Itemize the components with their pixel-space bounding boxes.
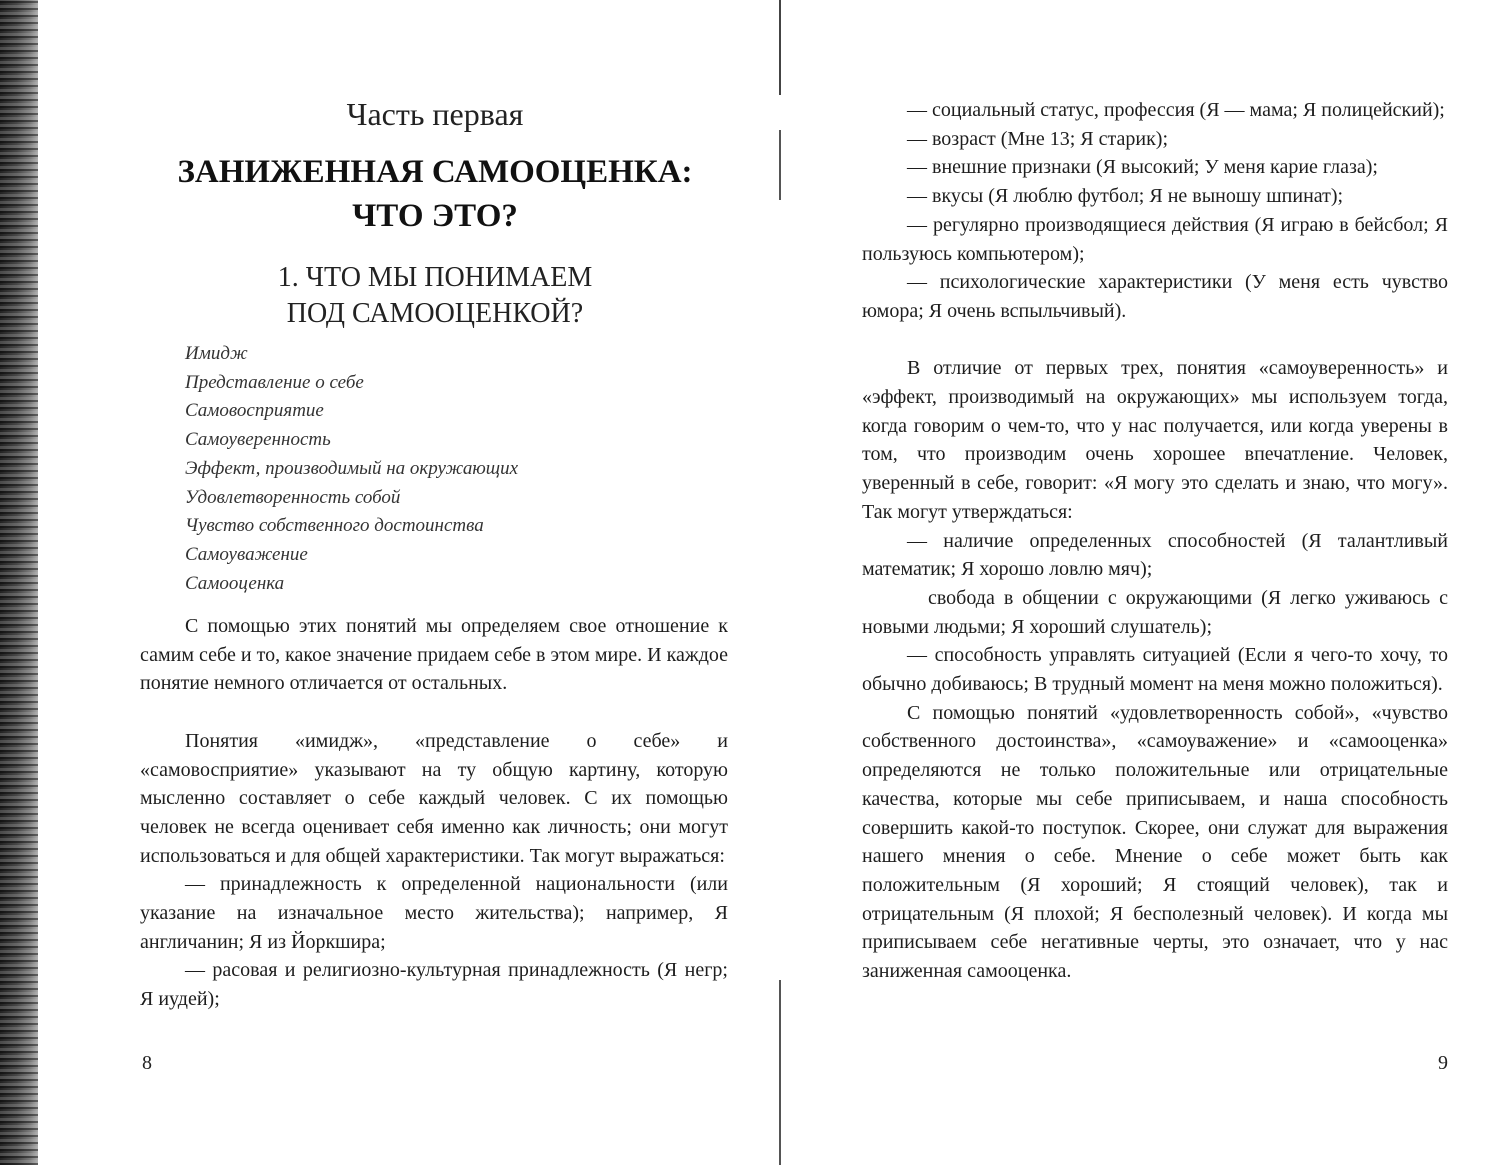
term-item: Самоуважение xyxy=(185,543,308,565)
chapter-title xyxy=(140,150,730,238)
paragraph: — регулярно производящиеся действия (Я играю в бейсбол; Я пользуюсь компьютером); xyxy=(862,213,1448,265)
term-item: Имидж xyxy=(185,343,248,364)
section-title xyxy=(140,260,730,332)
term-item: Эффект, производимый на окружающих xyxy=(185,457,519,479)
left-page-body xyxy=(140,612,728,1014)
right-page xyxy=(862,0,1448,1165)
part-label: Часть первая xyxy=(346,96,524,132)
term-item: Самовосприятие xyxy=(185,400,324,422)
paragraph: — возраст (Мне 13; Я старик); xyxy=(907,127,1168,150)
term-item: Удовлетворенность собой xyxy=(185,486,401,508)
paragraph: — способность управлять ситуацией (Если я чего-то хочу, то обычно добиваюсь; В трудный момент на меня можно положиться). xyxy=(862,644,1448,696)
paragraph: С помощью этих понятий мы определяем свое отношение к самим себе и то, какое значение придаем себе в этом мире. И каждое понятие немного отличается от остальных. xyxy=(140,615,728,695)
book-gutter xyxy=(779,0,781,1165)
terms-list xyxy=(185,340,725,598)
paragraph: свобода в общении с окружающими (Я легко уживаюсь с новыми людьми; Я хороший слушатель); xyxy=(862,586,1448,638)
paragraph: С помощью понятий «удовлетворенность собой», «чувство собственного достоинства», «самоуважение» и «самооценка» определяются не только положительные или отрицательные качества, которые мы себе приписываем, и наша способность совершить какой-то поступок. Скорее, они служат для выражения нашего мнения о себе. Мнение о себе может быть как положительным (Я хороший; Я стоящий человек), так и отрицательным (Я плохой; Я бесполезный человек). И когда мы приписываем себе негативные черты, это означает, что у нас заниженная самооценка. xyxy=(862,701,1448,983)
term-item: Самоуверенность xyxy=(185,429,331,451)
paragraph: В отличие от первых трех, понятия «самоуверенность» и «эффект, производимый на окружающих» мы используем тогда, когда говорим о чем-то, что у нас получается, или когда уверены в том, что производим очень хорошее впечатление. Человек, уверенный в себе, говорит: «Я могу это сделать и знаю, что могу». Так могут утверждаться: xyxy=(862,357,1448,523)
left-page xyxy=(140,0,730,1165)
term-item: Чувство собственного достоинства xyxy=(185,515,484,537)
paragraph: — наличие определенных способностей (Я талантливый математик; Я хорошо ловлю мяч); xyxy=(862,529,1448,581)
chapter-title-line-1: ЗАНИЖЕННАЯ САМООЦЕНКА: xyxy=(177,154,693,190)
term-item: Представление о себе xyxy=(185,371,364,393)
right-page-body xyxy=(862,96,1448,986)
page-number: 9 xyxy=(1438,1052,1448,1074)
paragraph: — расовая и религиозно-культурная принадлежность (Я негр; Я иудей); xyxy=(140,959,728,1011)
paragraph: — социальный статус, профессия (Я — мама; Я полицейский); xyxy=(907,99,1445,121)
page-number: 8 xyxy=(142,1052,152,1074)
term-item: Самооценка xyxy=(185,572,285,594)
paragraph: — вкусы (Я люблю футбол; Я не выношу шпинат); xyxy=(907,185,1344,208)
paragraph: — принадлежность к определенной национальности (или указание на изначальное место жительства); например, Я англичанин; Я из Йоркшира; xyxy=(140,873,728,953)
paragraph: — внешние признаки (Я высокий; У меня карие глаза); xyxy=(907,156,1378,179)
chapter-title-line-2: ЧТО ЭТО? xyxy=(352,198,518,234)
paragraph: Понятия «имидж», «представление о себе» и «самовосприятие» указывают на ту общую картину, которую мысленно составляет о себе каждый человек. С их помощью человек не всегда оценивает себя именно как личность; они могут использоваться и для общей характеристики. Так могут выражаться: xyxy=(140,729,728,867)
paragraph: — психологические характеристики (У меня есть чувство юмора; Я очень вспыльчивый). xyxy=(862,271,1448,322)
scan-edge-shadow xyxy=(0,0,38,1165)
section-title-line-1: 1. ЧТО МЫ ПОНИМАЕМ xyxy=(277,262,593,293)
section-title-line-2: ПОД САМООЦЕНКОЙ? xyxy=(286,298,584,329)
